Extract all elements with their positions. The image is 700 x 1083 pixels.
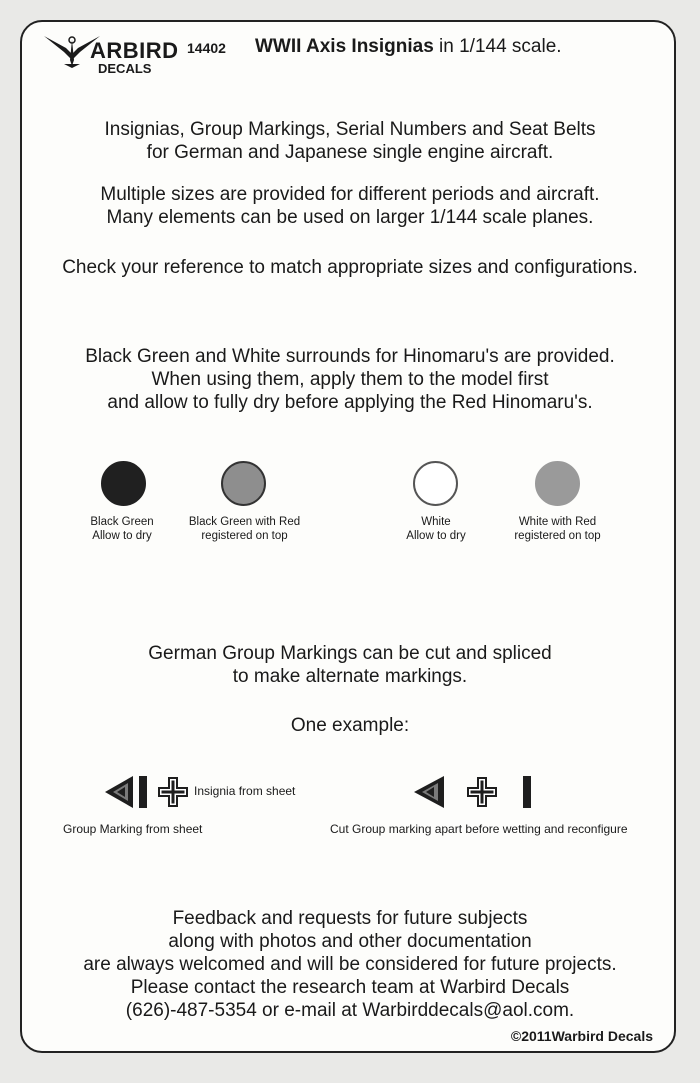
black-green-swatch — [101, 461, 146, 506]
group-line: to make alternate markings. — [232, 666, 468, 687]
hinomaru-line: Black Green and White surrounds for Hinomaru's are provided. — [85, 346, 615, 367]
swatch-caption: White Allow to dry — [406, 516, 466, 542]
title-bold: WWII Axis Insignias — [255, 36, 434, 57]
white-swatch — [413, 461, 458, 506]
group-marking-label: Group Marking from sheet — [63, 822, 203, 836]
reference-line: Check your reference to match appropriate sizes and configurations. — [62, 257, 638, 278]
balkenkreuz-icon — [158, 777, 188, 807]
intro-line: Insignias, Group Markings, Serial Numbers and Seat Belts — [104, 119, 596, 140]
black-green-red-swatch — [221, 461, 266, 506]
copyright: ©2011Warbird Decals — [510, 1028, 653, 1044]
logo-subtitle: DECALS — [98, 61, 152, 76]
feedback-line: along with photos and other documentation — [168, 931, 532, 952]
hinomaru-line: and allow to fully dry before applying the Red Hinomaru's. — [107, 392, 593, 413]
feedback-paragraph — [0, 907, 700, 1022]
example-heading: One example: — [290, 715, 410, 736]
cut-marking-label: Cut Group marking apart before wetting and reconfigure — [330, 822, 628, 836]
intro-line: for German and Japanese single engine aircraft. — [146, 142, 554, 163]
feedback-line: (626)-487-5354 or e-mail at Warbirddecals@aol.com. — [125, 1000, 575, 1021]
cut-bar-icon — [522, 775, 532, 809]
product-code: 14402 — [187, 40, 226, 56]
group-line: German Group Markings can be cut and spliced — [148, 643, 552, 664]
title-rest: in 1/144 scale. — [433, 36, 562, 57]
feedback-line: Feedback and requests for future subjects — [172, 908, 528, 929]
group-marking-chevron-icon — [103, 775, 153, 809]
sheet-title — [255, 36, 562, 58]
insignia-label: Insignia from sheet — [194, 784, 296, 798]
group-markings-paragraph — [0, 642, 700, 688]
white-red-swatch — [535, 461, 580, 506]
sizes-paragraph — [0, 183, 700, 229]
logo-wordmark: ARBIRD — [90, 38, 179, 63]
balkenkreuz-icon — [467, 777, 497, 807]
sizes-line: Many elements can be used on larger 1/144 scale planes. — [106, 207, 594, 228]
cut-chevron-icon — [412, 775, 446, 809]
feedback-line: Please contact the research team at Warbird Decals — [130, 977, 570, 998]
swatch-caption: Black Green with Red registered on top — [188, 516, 301, 542]
hinomaru-line: When using them, apply them to the model first — [151, 369, 549, 390]
hinomaru-paragraph — [0, 345, 700, 414]
warbird-logo — [42, 30, 182, 80]
sizes-line: Multiple sizes are provided for different periods and aircraft. — [100, 184, 600, 205]
intro-paragraph — [0, 118, 700, 164]
swatch-caption: White with Red registered on top — [514, 516, 601, 542]
feedback-line: are always welcomed and will be considered for future projects. — [83, 954, 617, 975]
swatch-caption: Black Green Allow to dry — [90, 516, 154, 542]
